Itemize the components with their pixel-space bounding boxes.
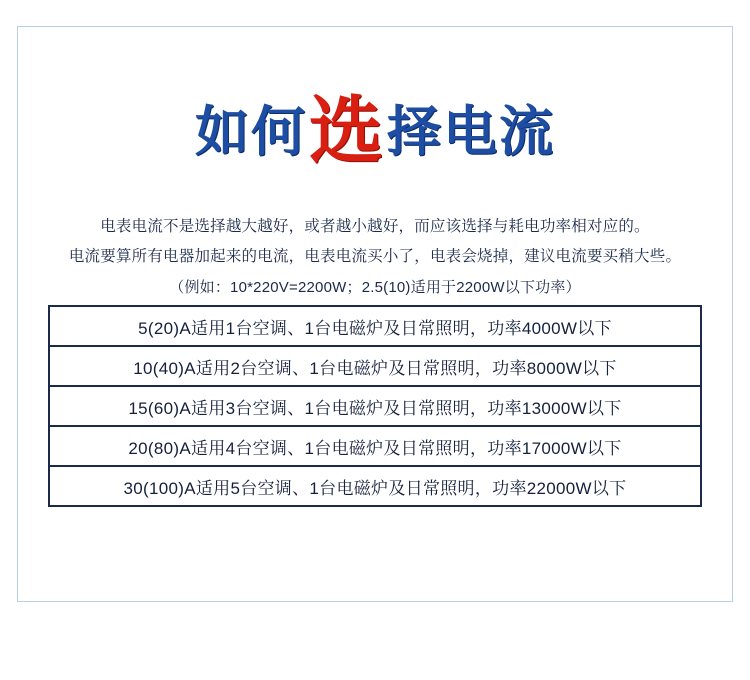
- table-cell-text: 5(20)A适用1台空调、1台电磁炉及日常照明，功率4000W以下: [138, 318, 612, 338]
- table-cell-text: 20(80)A适用4台空调、1台电磁炉及日常照明，功率17000W以下: [128, 438, 622, 458]
- table-row: [50, 307, 700, 347]
- table-cell-text: 15(60)A适用3台空调、1台电磁炉及日常照明，功率13000W以下: [128, 398, 622, 418]
- intro-text: [0, 216, 750, 307]
- title-part-1: 如何: [195, 100, 307, 163]
- table-row: [50, 467, 700, 507]
- table-cell-text: 30(100)A适用5台空调、1台电磁炉及日常照明，功率22000W以下: [123, 478, 627, 498]
- intro-line-2: 电流要算所有电器加起来的电流，电表电流买小了，电表会烧掉，建议电流要买稍大些。: [68, 248, 682, 266]
- current-selection-table: [48, 305, 702, 507]
- title-highlight: 选: [309, 88, 385, 174]
- table-cell-text: 10(40)A适用2台空调、1台电磁炉及日常照明，功率8000W以下: [133, 358, 617, 378]
- page-title: [0, 88, 750, 174]
- table-row: [50, 387, 700, 427]
- table-row: [50, 427, 700, 467]
- intro-line-3: （例如：10*220V=2200W；2.5(10)适用于2200W以下功率）: [169, 278, 581, 296]
- intro-line-1: 电表电流不是选择越大越好，或者越小越好，而应该选择与耗电功率相对应的。: [100, 218, 650, 235]
- table-row: [50, 347, 700, 387]
- title-part-2: 择电流: [387, 100, 555, 163]
